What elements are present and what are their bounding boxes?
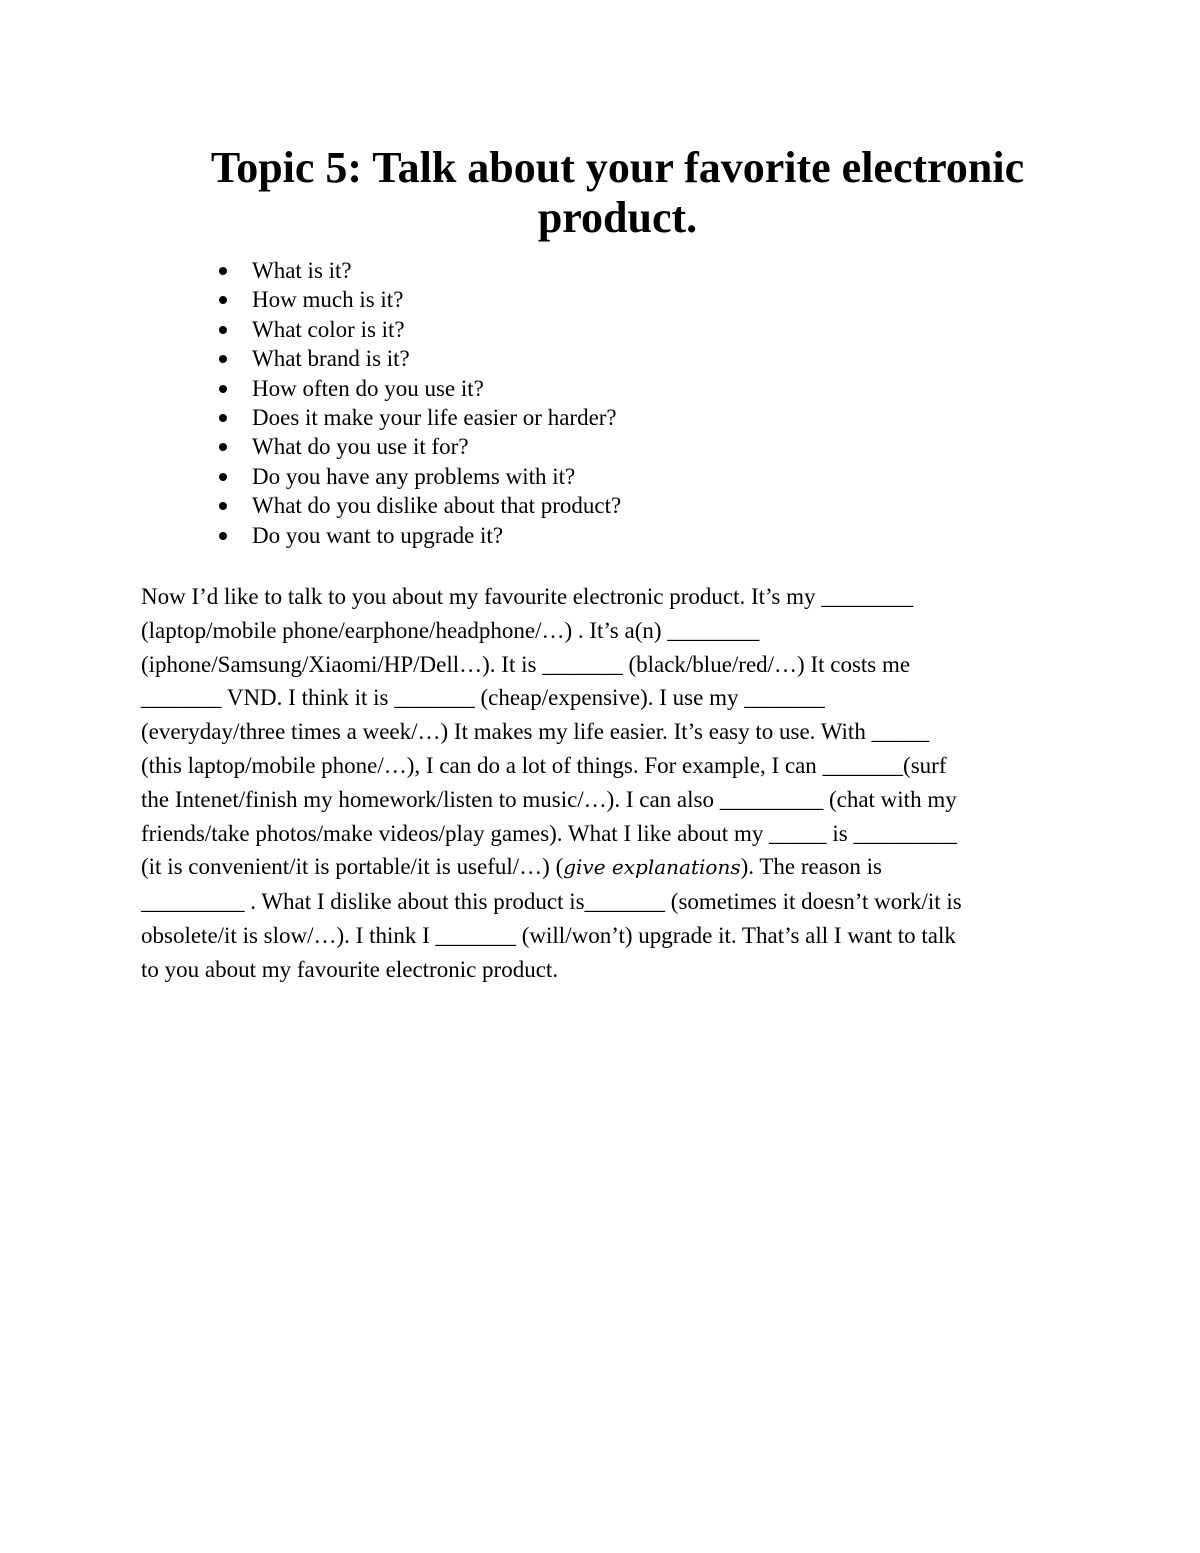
bullet-icon	[219, 473, 227, 481]
bullet-icon	[219, 296, 227, 304]
paragraph-line: to you about my favourite electronic product.	[141, 956, 559, 982]
list-item	[215, 285, 621, 314]
list-item	[215, 521, 621, 550]
line-text: (it is convenient/it is portable/it is useful/…) (	[141, 854, 564, 880]
question-text: How much is it?	[252, 287, 404, 313]
bullet-icon	[219, 443, 227, 451]
question-list	[215, 256, 621, 550]
list-item	[215, 344, 621, 373]
paragraph-line	[141, 850, 1071, 885]
paragraph-line: (iphone/Samsung/Xiaomi/HP/Dell…). It is _______ (black/blue/red/…) It costs me	[141, 651, 911, 677]
sample-answer-paragraph	[141, 580, 1071, 987]
question-text: How often do you use it?	[252, 375, 484, 401]
paragraph-line: (laptop/mobile phone/earphone/headphone/…) . It’s a(n) ________	[141, 617, 760, 643]
question-text: What color is it?	[252, 316, 405, 342]
list-item	[215, 491, 621, 520]
question-text: What brand is it?	[252, 346, 410, 372]
bullet-icon	[219, 502, 227, 510]
question-text: What is it?	[252, 258, 352, 283]
italic-note: give explanations	[563, 855, 741, 880]
bullet-icon	[219, 414, 227, 422]
question-text: What do you use it for?	[252, 434, 469, 460]
list-item	[215, 462, 621, 491]
paragraph-line: the Intenet/finish my homework/listen to music/…). I can also _________ (chat with my	[141, 786, 957, 812]
bullet-icon	[219, 385, 227, 393]
list-item	[215, 315, 621, 344]
paragraph-line: obsolete/it is slow/…). I think I _______ (will/won’t) upgrade it. That’s all I want to talk	[141, 922, 956, 948]
list-item	[215, 432, 621, 461]
list-item	[215, 403, 621, 432]
bullet-icon	[219, 355, 227, 363]
paragraph-line: _________ . What I dislike about this product is_______ (sometimes it doesn’t work/it is	[141, 889, 962, 915]
question-text: Do you want to upgrade it?	[252, 522, 504, 548]
list-item	[215, 374, 621, 403]
question-text: What do you dislike about that product?	[252, 493, 622, 519]
list-item	[215, 256, 621, 285]
bullet-icon	[219, 326, 227, 334]
question-text: Do you have any problems with it?	[252, 463, 576, 489]
question-text: Does it make your life easier or harder?	[252, 405, 617, 431]
paragraph-line: friends/take photos/make videos/play games). What I like about my _____ is _________	[141, 820, 957, 846]
paragraph-line: (this laptop/mobile phone/…), I can do a lot of things. For example, I can _______(surf	[141, 752, 947, 778]
page-title: Topic 5: Talk about your favorite electronic product.	[210, 143, 1025, 242]
bullet-icon	[219, 532, 227, 540]
paragraph-line: _______ VND. I think it is _______ (cheap/expensive). I use my _______	[141, 685, 825, 711]
paragraph-line: (everyday/three times a week/…) It makes my life easier. It’s easy to use. With _____	[141, 719, 930, 745]
paragraph-line: Now I’d like to talk to you about my favourite electronic product. It’s my ________	[141, 584, 914, 609]
bullet-icon	[219, 267, 227, 275]
line-text: ). The reason is	[740, 854, 882, 880]
